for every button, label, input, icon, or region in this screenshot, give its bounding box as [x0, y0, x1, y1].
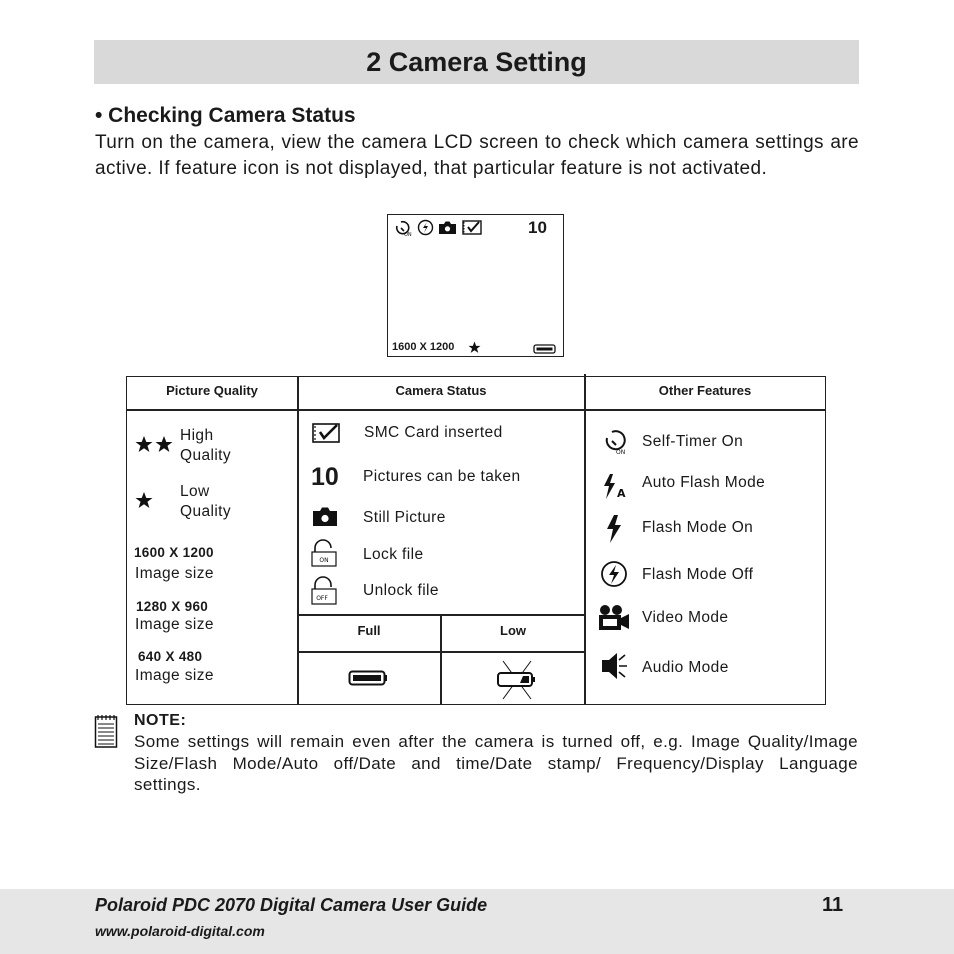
battery-full-icon — [533, 344, 557, 354]
flash-off-icon — [600, 560, 628, 588]
video-camera-icon — [597, 604, 631, 632]
lock-tag: ON — [319, 557, 329, 564]
lcd-resolution: 1600 X 1200 — [392, 341, 455, 353]
flash-off-label: Flash Mode Off — [642, 566, 754, 583]
header-picture-quality: Picture Quality — [166, 383, 258, 398]
self-timer-icon — [394, 219, 412, 237]
notepad-icon — [94, 714, 118, 748]
unlock-file-icon — [311, 576, 339, 605]
size-1280-label: Image size — [135, 616, 214, 633]
self-timer-tag: ON — [616, 449, 626, 455]
footer-title: Polaroid PDC 2070 Digital Camera User Guide — [95, 895, 488, 915]
size-640-value: 640 X 480 — [138, 649, 203, 664]
note-text: Some settings will remain even after the camera is turned off, e.g. Image Quality/Image Size/Flash Mode/Auto off/Date and time/Date stamp/ Frequency/Display Language settings. — [134, 732, 858, 794]
high-quality-label-2: Quality — [180, 447, 232, 464]
audio-speaker-icon — [600, 651, 628, 681]
lcd-screen — [387, 214, 564, 357]
intro-paragraph: Turn on the camera, view the camera LCD screen to check which camera settings are active. If feature icon is not displayed, that particular feature is not activated. — [95, 132, 859, 179]
page-number: 11 — [822, 894, 844, 916]
unlock-tag: OFF — [316, 595, 328, 602]
self-timer-label: Self-Timer On — [642, 433, 744, 450]
flash-off-icon — [417, 219, 434, 236]
battery-full-icon — [348, 670, 388, 686]
video-mode-label: Video Mode — [642, 609, 729, 626]
still-camera-icon — [312, 506, 338, 527]
page-title: 2 Camera Setting — [94, 40, 859, 84]
audio-mode-label: Audio Mode — [642, 659, 729, 676]
pictures-label: Pictures can be taken — [363, 468, 521, 485]
lcd-count: 10 — [528, 218, 547, 237]
star-icon — [468, 341, 481, 354]
battery-low-header: Low — [500, 623, 526, 638]
size-640-label: Image size — [135, 667, 214, 684]
high-quality-stars-icon — [135, 435, 175, 453]
header-camera-status: Camera Status — [395, 383, 487, 398]
lock-file-icon — [311, 539, 339, 567]
size-1280-value: 1280 X 960 — [136, 599, 209, 614]
section-heading: • Checking Camera Status — [95, 104, 356, 127]
flash-on-label: Flash Mode On — [642, 519, 754, 536]
smc-card-icon — [462, 220, 482, 235]
smc-card-icon — [312, 423, 340, 443]
svg-text:ON: ON — [404, 232, 412, 237]
high-quality-label-1: High — [180, 427, 214, 444]
self-timer-icon — [602, 429, 630, 455]
auto-flash-label: Auto Flash Mode — [642, 474, 766, 491]
battery-low-icon — [495, 660, 539, 700]
footer-url: www.polaroid-digital.com — [95, 923, 265, 939]
pictures-count-icon: 10 — [311, 463, 339, 491]
still-camera-icon — [438, 220, 457, 235]
low-quality-label-1: Low — [180, 483, 210, 500]
auto-flash-tag: A — [617, 487, 626, 500]
size-1600-value: 1600 X 1200 — [134, 545, 214, 560]
lock-file-label: Lock file — [363, 546, 424, 563]
header-other-features: Other Features — [658, 383, 752, 398]
unlock-file-label: Unlock file — [363, 582, 439, 599]
low-quality-star-icon — [135, 491, 153, 509]
low-quality-label-2: Quality — [180, 503, 232, 520]
flash-on-icon — [605, 514, 623, 544]
camera-status-table — [126, 376, 826, 705]
battery-full-header: Full — [357, 623, 381, 638]
note-title: NOTE: — [134, 712, 187, 729]
still-picture-label: Still Picture — [363, 509, 446, 526]
smc-card-label: SMC Card inserted — [364, 424, 503, 441]
auto-flash-icon — [602, 473, 628, 501]
size-1600-label: Image size — [135, 565, 214, 582]
